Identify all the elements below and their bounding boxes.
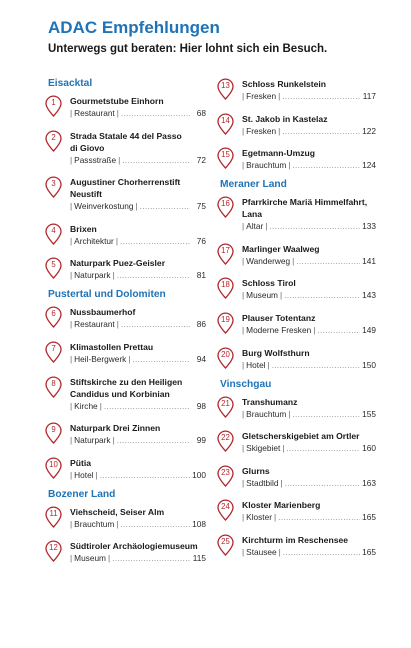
entry-category: Brauchtum xyxy=(246,160,287,171)
entry-meta xyxy=(242,442,376,454)
recommendation-entry xyxy=(44,341,206,365)
recommendation-entry xyxy=(44,223,206,247)
dot-leader xyxy=(104,400,190,412)
entry-name: Augustiner Chorherrenstift xyxy=(70,177,181,188)
map-pin-icon xyxy=(216,78,235,100)
separator: | xyxy=(112,435,115,446)
map-pin-icon xyxy=(44,176,63,198)
page-number: 143 xyxy=(362,290,376,301)
page-number: 75 xyxy=(196,201,206,212)
entry-name: Transhumanz xyxy=(242,396,298,407)
map-pin-icon xyxy=(44,306,63,328)
recommendation-entry xyxy=(44,130,206,166)
page-number: 115 xyxy=(192,553,206,564)
entry-meta xyxy=(242,289,376,301)
separator: | xyxy=(70,319,73,330)
entry-meta xyxy=(70,200,206,212)
recommendation-entry xyxy=(44,422,206,446)
separator: | xyxy=(70,469,73,480)
recommendation-entry xyxy=(216,243,376,267)
map-pin-icon xyxy=(44,223,63,245)
entry-meta xyxy=(70,434,206,446)
marker-number: 8 xyxy=(51,378,56,388)
entry-name: Candidus und Korbinian xyxy=(70,388,170,399)
separator: | xyxy=(242,477,245,488)
separator: | xyxy=(70,108,73,118)
left-column xyxy=(44,78,206,564)
section-heading: Vinschgau xyxy=(220,378,272,390)
entry-category: Museum xyxy=(74,553,106,564)
dot-leader xyxy=(292,408,360,420)
separator: | xyxy=(70,553,73,564)
entry-meta xyxy=(242,359,376,371)
page-number: 124 xyxy=(362,160,376,171)
page-number: 133 xyxy=(362,221,376,232)
separator: | xyxy=(292,255,295,266)
map-pin-icon xyxy=(216,243,235,265)
separator: | xyxy=(278,125,281,136)
entry-category: Kloster xyxy=(246,512,272,523)
dot-leader xyxy=(296,255,360,267)
entry-category: Altar xyxy=(246,221,264,232)
entry-meta xyxy=(70,353,206,365)
separator: | xyxy=(99,400,102,411)
entry-meta xyxy=(70,154,206,166)
entry-meta xyxy=(70,469,206,481)
entry-name: Pütia xyxy=(70,457,92,468)
map-pin-icon xyxy=(216,465,235,487)
entry-name: Marlinger Waalweg xyxy=(242,243,320,254)
dot-leader xyxy=(121,107,190,119)
entry-category: Weinverkostung xyxy=(74,201,134,212)
entry-name: Lana xyxy=(242,209,263,220)
entry-name: di Giovo xyxy=(70,142,105,153)
dot-leader xyxy=(121,318,190,330)
separator: | xyxy=(278,91,281,101)
page-number: 76 xyxy=(196,235,206,246)
section-heading: Bozener Land xyxy=(48,488,116,500)
recommendation-entry xyxy=(44,257,206,281)
entry-meta xyxy=(242,125,376,137)
marker-number: 14 xyxy=(221,115,230,125)
entry-meta xyxy=(70,235,206,247)
recommendation-entry xyxy=(44,376,206,412)
entry-category: Brauchtum xyxy=(246,408,287,419)
separator: | xyxy=(128,353,131,364)
entry-meta xyxy=(70,518,206,530)
recommendation-entry xyxy=(216,196,376,232)
separator: | xyxy=(70,435,73,446)
separator: | xyxy=(265,221,268,232)
map-pin-icon xyxy=(216,312,235,334)
marker-number: 22 xyxy=(221,433,230,443)
entry-category: Restaurant xyxy=(74,108,115,118)
entry-meta xyxy=(70,269,206,281)
dot-leader xyxy=(286,442,360,454)
dot-leader xyxy=(122,154,190,166)
separator: | xyxy=(242,221,245,232)
entry-name: Gourmetstube Einhorn xyxy=(70,96,164,106)
marker-number: 3 xyxy=(51,179,56,189)
section-heading: Meraner Land xyxy=(220,179,287,191)
entry-name: Naturpark Drei Zinnen xyxy=(70,423,161,434)
entry-category: Heil-Bergwerk xyxy=(74,353,127,364)
section-heading: Eisacktal xyxy=(48,78,93,89)
map-pin-icon xyxy=(44,376,63,398)
entry-category: Fresken xyxy=(246,125,277,136)
map-pin-icon xyxy=(216,347,235,369)
entry-name: Kirchturm im Reschensee xyxy=(242,534,349,545)
entry-category: Hotel xyxy=(246,359,266,370)
dot-leader xyxy=(132,353,190,365)
separator: | xyxy=(116,108,119,118)
page-number: 165 xyxy=(362,546,376,557)
map-pin-icon xyxy=(216,196,235,218)
section-heading: Pustertal und Dolomiten xyxy=(48,289,166,301)
dot-leader xyxy=(272,359,360,371)
map-pin-icon xyxy=(44,540,63,562)
entry-name: Südtiroler Archäologiemuseum xyxy=(70,541,198,552)
map-pin-icon xyxy=(216,277,235,299)
map-pin-icon xyxy=(44,422,63,444)
separator: | xyxy=(70,235,73,246)
entry-category: Stadtbild xyxy=(246,477,279,488)
entry-meta xyxy=(70,107,206,119)
marker-number: 2 xyxy=(51,132,56,142)
entry-category: Stausee xyxy=(246,546,277,557)
entry-category: Skigebiet xyxy=(246,443,281,454)
marker-number: 11 xyxy=(49,508,58,518)
page-number: 68 xyxy=(196,108,206,118)
entry-name: Naturpark Puez-Geisler xyxy=(70,258,166,269)
entry-name: Nussbaumerhof xyxy=(70,307,136,318)
entry-category: Moderne Fresken xyxy=(246,324,312,335)
map-pin-icon xyxy=(44,130,63,152)
entry-category: Hotel xyxy=(74,469,94,480)
marker-number: 10 xyxy=(49,459,58,469)
entry-name: Stiftskirche zu den Heiligen xyxy=(70,376,183,387)
page-number: 149 xyxy=(362,324,376,335)
entry-category: Passstraße xyxy=(74,154,117,165)
page-number: 165 xyxy=(362,512,376,523)
separator: | xyxy=(70,201,73,212)
dot-leader xyxy=(282,90,360,102)
separator: | xyxy=(70,353,73,364)
marker-number: 23 xyxy=(221,467,230,477)
marker-number: 20 xyxy=(221,349,230,359)
map-pin-icon xyxy=(44,257,63,279)
marker-number: 21 xyxy=(221,398,230,408)
dot-leader xyxy=(284,289,360,301)
entry-meta xyxy=(242,324,376,336)
page-number: 160 xyxy=(362,443,376,454)
separator: | xyxy=(118,154,121,165)
entry-name: Brixen xyxy=(70,223,97,234)
separator: | xyxy=(70,400,73,411)
entry-meta xyxy=(242,546,376,558)
entry-name: Plauser Totentanz xyxy=(242,312,316,323)
map-pin-icon xyxy=(216,396,235,418)
recommendation-entry xyxy=(216,430,376,454)
entry-meta xyxy=(70,552,206,564)
separator: | xyxy=(70,154,73,165)
entry-category: Brauchtum xyxy=(74,518,115,529)
recommendation-entry xyxy=(44,540,206,564)
page-number: 100 xyxy=(192,469,206,480)
marker-number: 19 xyxy=(221,314,230,324)
entry-category: Naturpark xyxy=(74,270,111,281)
entry-meta xyxy=(70,318,206,330)
page-number: 81 xyxy=(196,270,206,281)
map-pin-icon xyxy=(44,341,63,363)
entry-name: Kloster Marienberg xyxy=(242,500,321,511)
dot-leader xyxy=(283,546,360,558)
separator: | xyxy=(242,125,245,136)
entry-name: Klimastollen Prettau xyxy=(70,341,154,352)
separator: | xyxy=(282,443,285,454)
dot-leader xyxy=(100,469,190,481)
recommendation-entry xyxy=(216,396,376,420)
marker-number: 16 xyxy=(221,199,230,209)
marker-number: 15 xyxy=(221,150,230,160)
separator: | xyxy=(242,408,245,419)
separator: | xyxy=(242,359,245,370)
entry-meta xyxy=(242,90,376,102)
dot-leader xyxy=(278,511,360,523)
map-pin-icon xyxy=(44,95,63,117)
entry-meta xyxy=(242,511,376,523)
separator: | xyxy=(313,324,316,335)
dot-leader xyxy=(140,200,190,212)
separator: | xyxy=(273,512,277,523)
separator: | xyxy=(95,469,98,480)
separator: | xyxy=(112,270,115,281)
map-pin-icon xyxy=(216,430,235,452)
recommendation-entry xyxy=(216,312,376,336)
marker-number: 9 xyxy=(51,425,56,435)
separator: | xyxy=(242,512,245,523)
entry-name: Strada Statale 44 del Passo xyxy=(70,130,182,141)
map-pin-icon xyxy=(216,147,235,169)
page-number: 72 xyxy=(196,154,206,165)
recommendation-entry xyxy=(44,176,206,212)
marker-number: 24 xyxy=(221,502,230,512)
separator: | xyxy=(288,160,291,171)
marker-number: 25 xyxy=(221,536,230,546)
dot-leader xyxy=(120,235,190,247)
separator: | xyxy=(107,553,111,564)
page-subtitle: Unterwegs gut beraten: Hier lohnt sich ein Besuch. xyxy=(48,43,328,55)
recommendation-entry xyxy=(44,457,206,481)
entry-name: Egetmann-Umzug xyxy=(242,148,316,159)
marker-number: 5 xyxy=(51,260,56,270)
page-number: 98 xyxy=(196,400,206,411)
dot-leader xyxy=(117,269,190,281)
separator: | xyxy=(278,546,281,557)
recommendation-entry xyxy=(216,78,376,102)
page-number: 163 xyxy=(362,477,376,488)
entry-name: Glurns xyxy=(242,465,270,476)
recommendation-entry xyxy=(216,147,376,171)
dot-leader xyxy=(292,159,360,171)
page-number: 122 xyxy=(362,125,376,136)
map-pin-icon xyxy=(216,499,235,521)
dot-leader xyxy=(282,125,360,137)
separator: | xyxy=(280,477,283,488)
separator: | xyxy=(279,290,283,301)
page-number: 108 xyxy=(192,518,206,529)
entry-meta xyxy=(242,255,376,267)
separator: | xyxy=(242,546,245,557)
separator: | xyxy=(288,408,291,419)
page-number: 150 xyxy=(362,359,376,370)
entry-category: Architektur xyxy=(74,235,114,246)
recommendation-entry xyxy=(216,113,376,137)
map-pin-icon xyxy=(216,113,235,135)
page-number: 155 xyxy=(362,408,376,419)
entry-name: Burg Wolfsthurn xyxy=(242,347,310,358)
marker-number: 13 xyxy=(221,81,230,90)
entry-category: Kirche xyxy=(74,400,98,411)
page-number: 117 xyxy=(362,91,376,101)
marker-number: 6 xyxy=(51,309,56,319)
separator: | xyxy=(242,160,245,171)
entry-meta xyxy=(242,477,376,489)
recommendation-entry xyxy=(216,465,376,489)
entry-name: Viehscheid, Seiser Alm xyxy=(70,506,165,517)
entry-category: Museum xyxy=(246,290,278,301)
entry-name: St. Jakob in Kastelaz xyxy=(242,113,328,124)
dot-leader xyxy=(285,477,360,489)
separator: | xyxy=(116,319,119,330)
dot-leader xyxy=(317,324,360,336)
recommendation-entry xyxy=(216,347,376,371)
recommendation-entry xyxy=(44,506,206,530)
dot-leader xyxy=(117,434,190,446)
separator: | xyxy=(115,235,118,246)
map-pin-icon xyxy=(216,534,235,556)
entry-name: Neustift xyxy=(70,189,102,200)
dot-leader xyxy=(120,518,190,530)
entry-category: Restaurant xyxy=(74,319,115,330)
entry-category: Naturpark xyxy=(74,435,111,446)
marker-number: 1 xyxy=(51,98,56,107)
separator: | xyxy=(242,91,245,101)
entry-name: Schloss Runkelstein xyxy=(242,79,327,89)
recommendation-entry xyxy=(44,306,206,330)
entry-meta xyxy=(70,400,206,412)
page-title: ADAC Empfehlungen xyxy=(48,18,220,37)
entry-meta xyxy=(242,408,376,420)
dot-leader xyxy=(269,220,360,232)
entry-meta xyxy=(242,220,376,232)
marker-number: 7 xyxy=(51,343,56,353)
separator: | xyxy=(242,324,245,335)
recommendation-entry xyxy=(216,277,376,301)
page-number: 86 xyxy=(196,319,206,330)
recommendation-entry xyxy=(216,534,376,558)
separator: | xyxy=(116,518,119,529)
marker-number: 12 xyxy=(49,543,58,553)
separator: | xyxy=(70,518,73,529)
map-pin-icon xyxy=(44,457,63,479)
entry-category: Fresken xyxy=(246,91,277,101)
entry-name: Gletscherskigebiet am Ortler xyxy=(242,431,360,442)
entry-name: Schloss Tirol xyxy=(242,278,296,289)
marker-number: 17 xyxy=(221,245,230,255)
separator: | xyxy=(267,359,270,370)
entry-category: Wanderweg xyxy=(246,255,291,266)
separator: | xyxy=(135,201,138,212)
recommendation-entry xyxy=(44,95,206,119)
entry-name: Pfarrkirche Mariä Himmelfahrt, xyxy=(242,197,368,208)
dot-leader xyxy=(112,552,190,564)
separator: | xyxy=(70,270,73,281)
separator: | xyxy=(242,255,245,266)
separator: | xyxy=(242,443,245,454)
page-number: 99 xyxy=(196,435,206,446)
separator: | xyxy=(242,290,245,301)
right-column xyxy=(216,78,376,558)
page-number: 94 xyxy=(196,353,206,364)
entry-meta xyxy=(242,159,376,171)
marker-number: 18 xyxy=(221,280,230,290)
marker-number: 4 xyxy=(51,225,56,235)
recommendation-entry xyxy=(216,499,376,523)
map-pin-icon xyxy=(44,506,63,528)
page-number: 141 xyxy=(362,255,376,266)
